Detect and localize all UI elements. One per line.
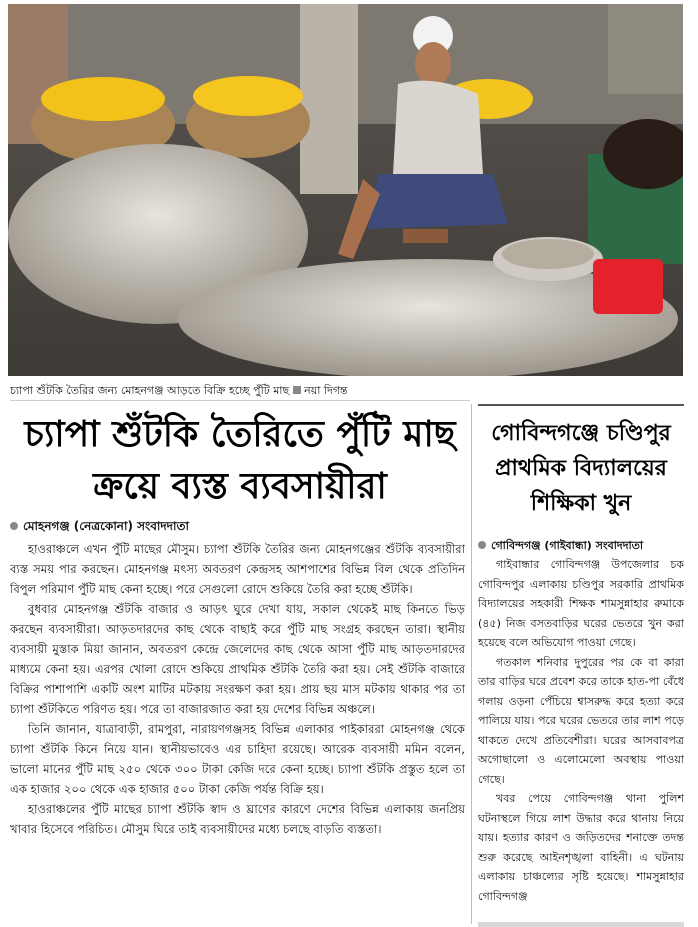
main-paragraph: হাওরাঞ্চলের পুঁটি মাছের চ্যাপা শুঁটকি স্বাদ ও ঘ্রাণের কারণে দেশের বিভিন্ন এলাকায় জনপ্রিয় খাবার হিসেবে পরিচিত। মৌসুম ঘিরে তাই ব্যবসায়ীদের মধ্যে চলছে বাড়তি ব্যস্ততা। <box>10 802 465 836</box>
main-byline-text: মোহনগঞ্জ (নেত্রকোনা) সংবাদদাতা <box>23 519 189 533</box>
side-byline <box>478 537 688 556</box>
main-paragraph: তিনি জানান, যাত্রাবাড়ী, রামপুরা, নারায়ণগঞ্জসহ বিভিন্ন এলাকার পাইকাররা মোহনগঞ্জ থেকে চ্যাপা শুঁটকি কিনে নিয়ে যান। স্থানীয়ভাবেও এর চাহিদা রয়েছে। আরেক ব্যবসায়ী মমিন বলেন, ভালো মানের পুঁটি মাছ ২৫০ থেকে ৩০০ টাকা কেজি দরে কেনা হচ্ছে। চ্যাপা শুঁটকি প্রস্তুত হলে তা এক হাজার ২০০ থেকে এক হাজার ৫০০ টাকা কেজি পর্যন্ত বিক্রি হয়। <box>10 722 465 796</box>
main-paragraph: হাওরাঞ্চলে এখন পুঁটি মাছের মৌসুম। চ্যাপা শুঁটকি তৈরির জন্য মোহনগঞ্জের শুঁটকি ব্যবসায়ীরা ব্যস্ত সময় পার করছেন। মোহনগঞ্জ মৎস্য অবতরণ কেন্দ্রসহ আশপাশের বিভিন্ন বিল থেকে প্রতিদিন বিপুল পরিমাণ পুঁটি মাছ কেনা হচ্ছে। পরে সেগুলো রোদে শুকিয়ে তৈরি করা হচ্ছে শুঁটকি। <box>10 542 465 596</box>
bullet-icon <box>10 522 18 530</box>
side-paragraph: খবর পেয়ে গোবিন্দগঞ্জ থানা পুলিশ ঘটনাস্থলে গিয়ে লাশ উদ্ধার করে থানায় নিয়ে যায়। হত্যার কারণ ও জড়িতদের শনাক্তে তদন্ত শুরু করেছে আইনশৃঙ্খলা বাহিনী। এ ঘটনায় এলাকায় চাঞ্চল্যের সৃষ্টি হয়েছে। শামসুন্নাহার গোবিন্দগঞ্জ <box>478 792 684 903</box>
side-paragraph: গাইবান্ধার গোবিন্দগঞ্জ উপজেলার চক গোবিন্দপুর এলাকায় চণ্ডিপুর সরকারি প্রাথমিক বিদ্যালয়ের সহকারী শিক্ষক শামসুন্নাহার রুমাকে (৪৫) নিজ বসতবাড়ির ঘরের ভেতরে খুন করা হয়েছে বলে অভিযোগ পাওয়া গেছে। <box>478 558 684 649</box>
caption-credit: নয়া দিগন্ত <box>304 384 348 397</box>
fish-market-photo <box>8 4 683 376</box>
square-bullet-icon <box>293 386 301 394</box>
bullet-icon <box>478 541 486 549</box>
main-headline: চ্যাপা শুঁটকি তৈরিতে পুঁটি মাছ ক্রয়ে ব্যস্ত ব্যবসায়ীরা <box>24 413 456 507</box>
caption-rule <box>10 400 470 401</box>
main-byline <box>10 518 470 538</box>
photo-caption <box>10 383 480 398</box>
side-headline: গোবিন্দগঞ্জে চণ্ডিপুর প্রাথমিক বিদ্যালয়ের শিক্ষিকা খুন <box>491 420 671 516</box>
photo-illustration <box>8 4 683 376</box>
caption-text: চ্যাপা শুঁটকি তৈরির জন্য মোহনগঞ্জ আড়তে বিক্রি হচ্ছে পুঁটি মাছ <box>10 384 290 397</box>
side-paragraph: গতকাল শনিবার দুপুরের পর কে বা কারা তার বাড়ির ঘরে প্রবেশ করে তাকে হাত-পা বেঁধে গলায় ওড়না পেঁচিয়ে শ্বাসরুদ্ধ করে হত্যা করে পালিয়ে যায়। পরে ঘরের ভেতরে তার লাশ পড়ে থাকতে দেখে প্রতিবেশীরা। ঘরের আসবাবপত্র অগোছালো ও এলোমেলো অবস্থায় পাওয়া গেছে। <box>478 655 684 786</box>
main-story-body <box>10 539 465 839</box>
main-paragraph: বুধবার মোহনগঞ্জ শুঁটকি বাজার ও আড়ৎ ঘুরে দেখা যায়, সকাল থেকেই মাছ কিনতে ভিড় করছেন ব্যবসায়ীরা। আড়তদারদের কাছ থেকে বাছাই করে পুঁটি মাছ সংগ্রহ করছেন তারা। স্থানীয় ব্যবসায়ী মুস্তাক মিয়া জানান, অবতরণ কেন্দ্রে জেলেদের কাছ থেকে আসা পুঁটি মাছ আড়তদারদের মাধ্যমে কেনা হয়। এরপর খোলা রোদে শুকিয়ে প্রাথমিক শুঁটকি তৈরি করা হয়। সেই শুঁটকি বাজারে বিক্রির পাশাপাশি একটি অংশ মাটির মটকায় সংরক্ষণ করা হয়। প্রায় ছয় মাস মটকায় থাকার পর তা চ্যাপা শুঁটকিতে পরিণত হয়। পরে তা বাজারজাত করা হয় দেশের বিভিন্ন অঞ্চলে। <box>10 602 465 716</box>
column-divider <box>471 404 472 924</box>
page-cut-edge <box>478 922 684 927</box>
side-story-rule <box>478 404 684 406</box>
side-story-body <box>478 555 684 906</box>
side-byline-text: গোবিন্দগঞ্জ (গাইবান্ধা) সংবাদদাতা <box>491 539 644 552</box>
